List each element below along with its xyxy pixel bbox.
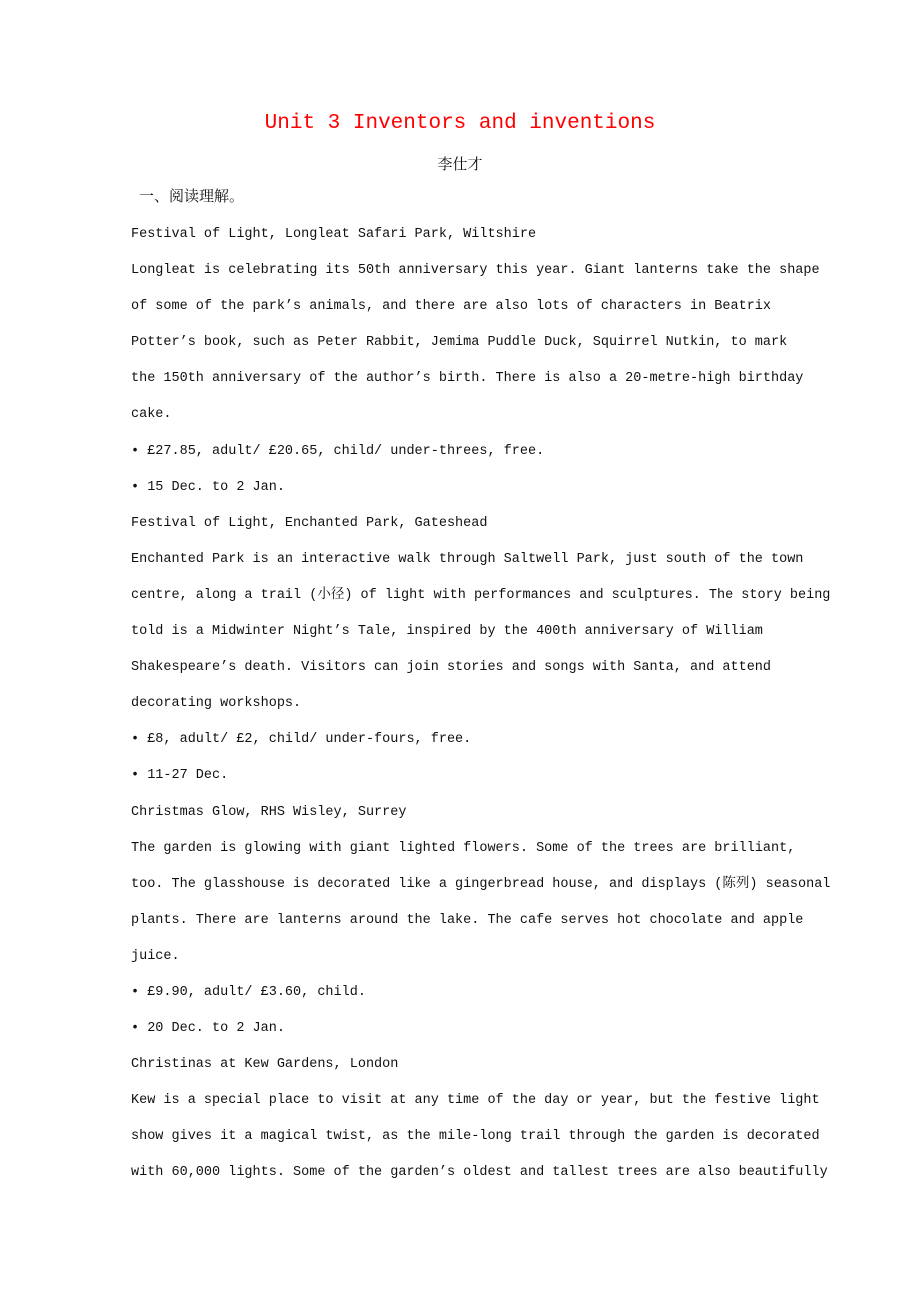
section-heading: 一、阅读理解。 — [139, 187, 245, 205]
text-line: plants. There are lanterns around the lake. The cafe serves hot chocolate and apple — [131, 912, 804, 928]
text-line: Longleat is celebrating its 50th anniversary this year. Giant lanterns take the shape — [131, 263, 820, 279]
text-line: centre, along a trail (小径) of light with performances and sculptures. The story being — [131, 587, 831, 603]
text-line: decorating workshops. — [131, 696, 302, 712]
document-title: Unit 3 Inventors and inventions — [264, 112, 656, 135]
reading-passage — [131, 224, 830, 1199]
text-line: Festival of Light, Longleat Safari Park, Wiltshire — [131, 227, 537, 242]
text-line: • £8, adult/ £2, child/ under-fours, free. — [131, 732, 472, 748]
text-line: with 60,000 lights. Some of the garden’s oldest and tallest trees are also beautifully — [131, 1165, 828, 1181]
author-name: 李仕才 — [437, 155, 483, 173]
text-line: Potter’s book, such as Peter Rabbit, Jemima Puddle Duck, Squirrel Nutkin, to mark — [131, 335, 788, 351]
text-line: of some of the park’s animals, and there are also lots of characters in Beatrix — [131, 299, 772, 315]
text-line: told is a Midwinter Night’s Tale, inspired by the 400th anniversary of William — [131, 624, 763, 640]
text-line: Kew is a special place to visit at any time of the day or year, but the festive light — [131, 1093, 820, 1109]
text-line: Christmas Glow, RHS Wisley, Surrey — [131, 804, 407, 820]
text-line: • £9.90, adult/ £3.60, child. — [131, 984, 366, 1000]
text-line: Shakespeare’s death. Visitors can join stories and songs with Santa, and attend — [131, 660, 772, 676]
text-line: cake. — [131, 407, 172, 423]
text-line: Enchanted Park is an interactive walk through Saltwell Park, just south of the town — [131, 551, 804, 567]
text-line: Christinas at Kew Gardens, London — [131, 1057, 399, 1073]
text-line: Festival of Light, Enchanted Park, Gateshead — [131, 515, 488, 531]
text-line: • 11-27 Dec. — [131, 768, 229, 784]
text-line: • £27.85, adult/ £20.65, child/ under-threes, free. — [131, 443, 545, 459]
text-line: show gives it a magical twist, as the mile-long trail through the garden is decorated — [131, 1129, 820, 1145]
text-line: • 20 Dec. to 2 Jan. — [131, 1021, 285, 1037]
text-line: The garden is glowing with giant lighted flowers. Some of the trees are brilliant, — [131, 840, 796, 856]
text-line: too. The glasshouse is decorated like a gingerbread house, and displays (陈列) seasonal — [131, 876, 831, 892]
text-line: juice. — [131, 948, 180, 964]
text-line: • 15 Dec. to 2 Jan. — [131, 479, 285, 495]
text-line: the 150th anniversary of the author’s birth. There is also a 20-metre-high birthday — [131, 371, 804, 387]
